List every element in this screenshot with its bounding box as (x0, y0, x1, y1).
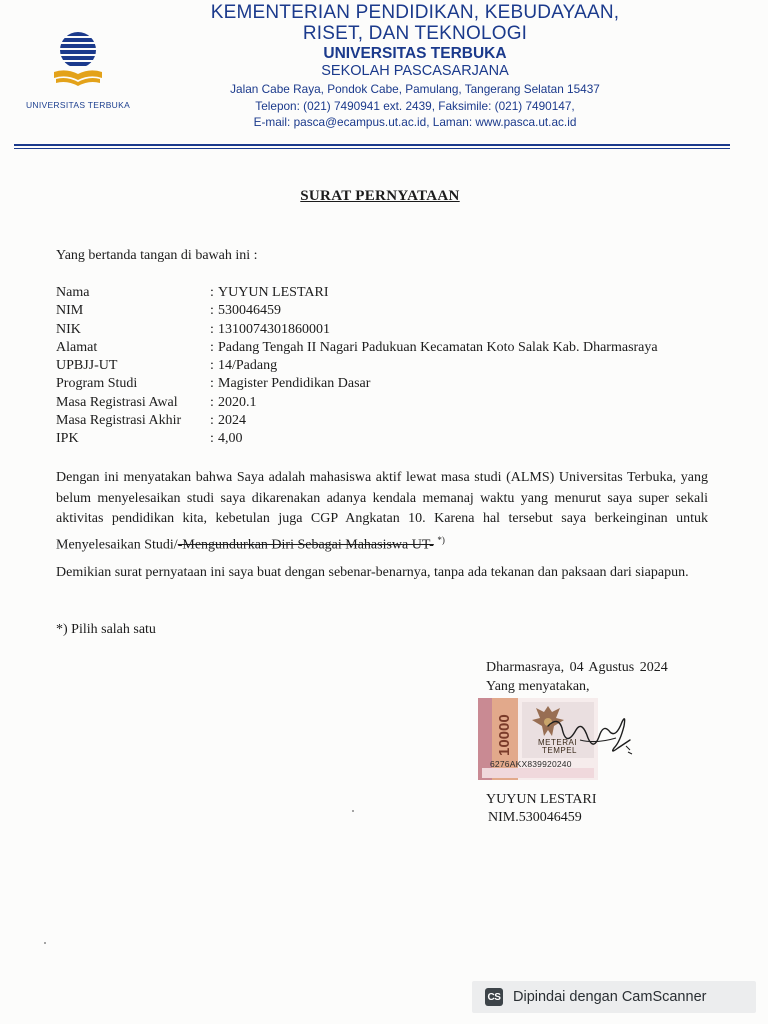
handwritten-signature (540, 708, 640, 768)
field-value: 2020.1 (218, 394, 257, 410)
field-value: 530046459 (218, 303, 281, 319)
struck-option: -Mengundurkan Diri Sebagai Mahasiswa UT- (177, 537, 434, 553)
intro-text: Yang bertanda tangan di bawah ini : (56, 248, 258, 263)
stamp-serial: 6276AKX839920240 (490, 759, 572, 769)
field-separator: : (210, 376, 214, 392)
field-separator: : (210, 431, 214, 447)
place-date: Dharmasraya, 04 Agustus 2024 (486, 660, 668, 675)
field-label: UPBJJ-UT (56, 358, 118, 374)
school-name: SEKOLAH PASCASARJANA (321, 63, 509, 79)
field-value: 1310074301860001 (218, 321, 330, 337)
statement-paragraph (56, 468, 708, 556)
field-label: Masa Registrasi Awal (56, 394, 178, 410)
field-row-alamat (56, 339, 658, 357)
field-separator: : (210, 285, 214, 300)
field-value: 4,00 (218, 431, 243, 447)
field-row-nama (56, 284, 658, 302)
field-value: 14/Padang (218, 358, 278, 374)
field-row-program-studi (56, 375, 658, 393)
letterhead-divider-thin (14, 148, 730, 149)
field-value: Padang Tengah II Nagari Padukuan Kecamatan Koto Salak Kab. Dharmasraya (218, 339, 658, 355)
stamp-label-tempel: TEMPEL (542, 746, 578, 755)
scan-speck (352, 810, 354, 812)
field-row-ipk (56, 430, 658, 448)
ministry-line-1: KEMENTERIAN PENDIDIKAN, KEBUDAYAAN, (210, 2, 620, 23)
camscanner-icon: CS (485, 988, 503, 1006)
stamp-value: 10000 (496, 714, 513, 756)
logo-caption: UNIVERSITAS TERBUKA (25, 100, 131, 110)
signer-nim: NIM.530046459 (488, 810, 582, 825)
globe-book-icon (50, 28, 106, 94)
university-name: UNIVERSITAS TERBUKA (323, 45, 507, 62)
statement-text: Dengan ini menyatakan bahwa Saya adalah mahasiswa aktif lewat masa studi (ALMS) Universitas Terbuka, yang belum menyelesaikan studi saya dikarenakan adanya kendala memanaj waktu yang menurut saya super sekali aktivitas pendidikan kita, kebetulan juga CGP Angkatan 10. Karena hal tersebut saya berkeinginan untuk Menyelesaikan Studi/ (56, 470, 708, 553)
field-value: YUYUN LESTARI (218, 285, 329, 300)
ministry-line-2: RISET, DAN TEKNOLOGI (302, 23, 528, 44)
field-label: Program Studi (56, 376, 138, 392)
field-separator: : (210, 339, 214, 355)
scan-speck (44, 942, 46, 944)
field-label: Nama (56, 285, 90, 300)
choice-marker: *) (437, 534, 445, 545)
field-row-registrasi-akhir (56, 412, 658, 430)
field-label: NIK (56, 321, 81, 337)
field-separator: : (210, 358, 214, 374)
field-label: Masa Registrasi Akhir (56, 413, 182, 429)
letterhead (180, 2, 650, 130)
signer-name: YUYUN LESTARI (486, 792, 597, 807)
camscanner-badge (472, 981, 756, 1013)
field-value: 2024 (218, 413, 246, 429)
field-label: NIM (56, 303, 84, 319)
university-logo (18, 28, 138, 118)
field-label: IPK (56, 431, 79, 447)
document-title: SURAT PERNYATAAN (300, 188, 460, 204)
field-row-nik (56, 321, 658, 339)
field-separator: : (210, 321, 214, 337)
phone-line: Telepon: (021) 7490941 ext. 2439, Faksimile: (021) 7490147, (255, 98, 575, 113)
field-row-upbjj (56, 357, 658, 375)
letterhead-divider (14, 144, 730, 146)
field-value: Magister Pendidikan Dasar (218, 376, 371, 392)
address-line: Jalan Cabe Raya, Pondok Cabe, Pamulang, Tangerang Selatan 15437 (230, 82, 600, 96)
field-label: Alamat (56, 339, 98, 355)
identity-fields (56, 284, 658, 449)
field-row-nim (56, 302, 658, 320)
field-row-registrasi-awal (56, 394, 658, 412)
field-separator: : (210, 413, 214, 429)
signer-role: Yang menyatakan, (486, 679, 590, 694)
stamp-label-meterai: METERAI (538, 738, 578, 747)
email-line: E-mail: pasca@ecampus.ut.ac.id, Laman: www.pasca.ut.ac.id (253, 115, 577, 129)
field-separator: : (210, 394, 214, 410)
footnote: *) Pilih salah satu (56, 622, 156, 637)
closing-paragraph: Demikian surat pernyataan ini saya buat dengan sebenar-benarnya, tanpa ada tekanan dan paksaan dari siapapun. (56, 565, 689, 580)
camscanner-text: Dipindai dengan CamScanner (513, 989, 707, 1005)
field-separator: : (210, 303, 214, 319)
